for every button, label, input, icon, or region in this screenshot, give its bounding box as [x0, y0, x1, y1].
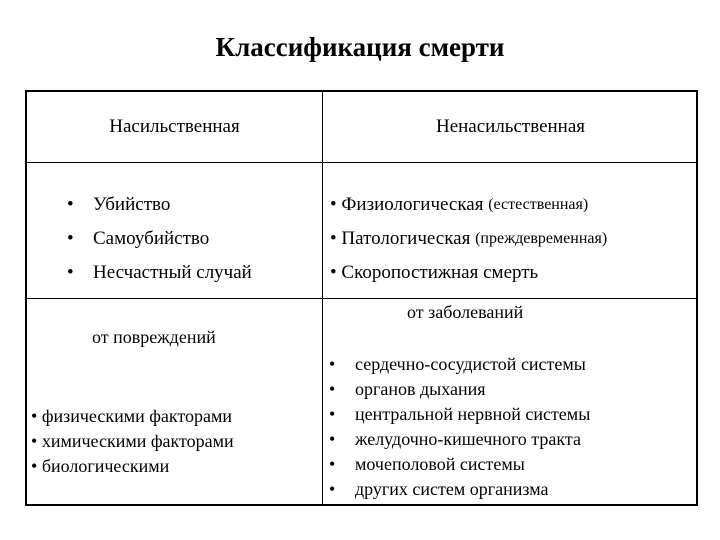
header-nonviolent: Ненасильственная: [435, 116, 586, 137]
injury-factors-list: [31, 404, 234, 479]
list-item: • желудочно-кишечного тракта: [329, 429, 581, 449]
list-item: • центральной нервной системы: [329, 404, 591, 424]
list-item: • Самоубийство: [67, 228, 210, 249]
violent-types-list: [67, 188, 252, 290]
list-item: • Несчастный случай: [67, 262, 252, 283]
disease-subtitle: от заболеваний: [407, 302, 524, 322]
list-item: • химическими факторами: [31, 431, 234, 451]
injury-subtitle: от повреждений: [92, 327, 216, 347]
page-title: Классификация смерти: [215, 32, 505, 62]
list-item: • Физиологическая (естественная): [330, 194, 589, 215]
list-item: • сердечно-сосудистой системы: [329, 354, 586, 374]
list-item: • физическими факторами: [31, 406, 233, 426]
list-item: • Скоропостижная смерть: [330, 262, 539, 283]
list-item: • биологическими: [31, 456, 170, 476]
list-item: • мочеполовой системы: [329, 454, 525, 474]
section-divider: [27, 298, 696, 299]
list-item: • Патологическая (преждевременная): [330, 228, 608, 249]
list-item: • органов дыхания: [329, 379, 486, 399]
classification-table: [25, 90, 698, 506]
header-divider: [27, 162, 696, 163]
list-item: • других систем организма: [329, 479, 549, 499]
list-item: • Убийство: [67, 194, 171, 215]
header-violent: Насильственная: [109, 116, 240, 137]
nonviolent-types-list: [330, 188, 607, 290]
disease-systems-list: [329, 352, 590, 502]
